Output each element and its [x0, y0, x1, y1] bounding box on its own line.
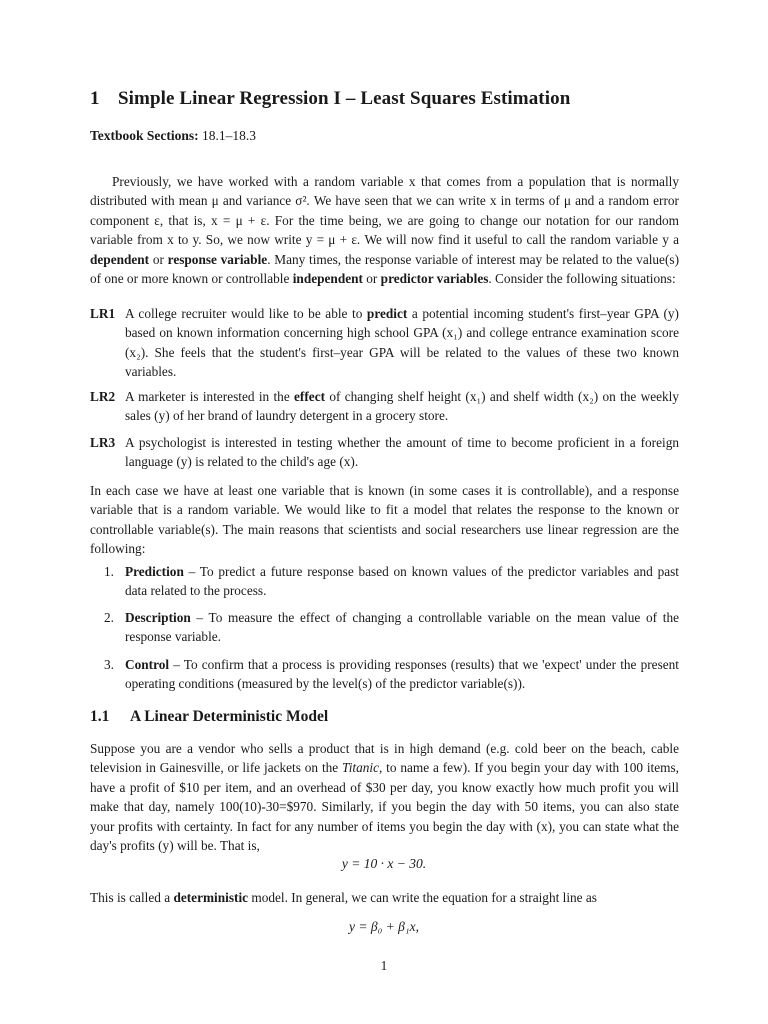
- intro-text-4: or: [362, 271, 381, 287]
- textbook-value: 18.1–18.3: [202, 128, 257, 143]
- situation-text: A college recruiter would like to be able to: [125, 306, 367, 321]
- intro-text-5: . Consider the following situations:: [488, 271, 676, 287]
- situation-label: LR2: [90, 389, 116, 404]
- reason-text: – To predict a future response based on known values of the predictor variables and past data related to the process.: [125, 564, 679, 599]
- section-title-text: Simple Linear Regression I – Least Squares Estimation: [118, 88, 571, 109]
- in-each-case-paragraph: In each case we have at least one variable that is known (in some cases it is controllable), and a response variable that is a random variable. We would like to fit a model that relates the response to the known or controllable variable(s). The main reasons that scientists and social researchers use linear regression are the following:: [90, 483, 679, 557]
- reason-item-prediction: [104, 562, 679, 601]
- textbook-sections: [90, 128, 256, 144]
- intro-paragraph: [90, 172, 679, 288]
- subsection-title: [90, 708, 328, 726]
- subsection-title-text: A Linear Deterministic Model: [130, 708, 329, 725]
- textbook-label: Textbook Sections:: [90, 128, 199, 143]
- vendor-paragraph: [90, 739, 679, 855]
- deterministic-text-2: model. In general, we can write the equation for a straight line as: [248, 890, 597, 905]
- situation-lr3: [90, 433, 679, 472]
- intro-text-3: . Many times, the response variable of interest may be related to the value(s) of one or more known or controllable: [90, 251, 679, 287]
- reason-keyword: Control: [125, 657, 170, 672]
- reason-number: 3.: [104, 657, 114, 672]
- section-number: 1: [90, 88, 100, 109]
- situation-label: LR3: [90, 435, 116, 450]
- reason-text: – To confirm that a process is providing responses (results) that we 'expect' under the present operating conditions (measured by the level(s) of the predictor variable(s)).: [125, 657, 679, 692]
- intro-text-2: or: [149, 251, 168, 267]
- situation-lr2: [90, 387, 679, 426]
- reason-number: 1.: [104, 564, 114, 579]
- keyword-independent: independent: [292, 271, 363, 287]
- equation-straight-line: y = β₀ + β₁x,: [349, 919, 419, 934]
- intro-text-1: Previously, we have worked with a random variable x that comes from a population that is normally distributed with mean μ and variance σ². We have seen that we can write x in terms of μ and a random error component ε, that is, x = μ + ε. For the time being, we are going to change our notation for our random variable from x to y. So, we now write y = μ + ε. We will now find it useful to call the random variable y a: [90, 174, 679, 248]
- situation-keyword: effect: [294, 389, 326, 404]
- section-title: [90, 88, 570, 110]
- reason-item-description: [104, 608, 679, 647]
- keyword-predictor-variables: predictor variables: [380, 271, 489, 287]
- situation-lr1: [90, 304, 679, 382]
- keyword-dependent: dependent: [90, 251, 150, 267]
- keyword-deterministic: deterministic: [173, 890, 249, 905]
- situation-text: a potential incoming student's first–year GPA (y) based on known information concerning high school GPA (x₁) and college entrance examination score (x₂). She feels that the student's first–year GPA will be related to the values of these two known variables.: [125, 306, 679, 380]
- vendor-text-2: , to name a few). If you begin your day with 100 items, have a profit of $10 per item, and an overhead of $30 per day, you know exactly how much profit you will make that day, namely 100(10)-30=$970. Similarly, if you begin the day with 50 items, you can also state your profits with certainty. In fact for any number of items you begin the day with (x), you can state what the day's profits (y) will be. That is,: [90, 760, 679, 854]
- vendor-text-1: Suppose you are a vendor who sells a product that is in high demand (e.g. cold beer on the beach, cable television in Gainesville, or life jackets on the: [90, 741, 679, 776]
- reason-number: 2.: [104, 610, 114, 625]
- situation-keyword: predict: [366, 306, 408, 321]
- deterministic-paragraph: [90, 888, 679, 907]
- subsection-number: 1.1: [90, 708, 110, 725]
- reason-text: – To measure the effect of changing a controllable variable on the mean value of the response variable.: [125, 610, 679, 645]
- keyword-response-variable: response variable: [167, 251, 268, 267]
- titanic-italic: Titanic: [342, 760, 379, 776]
- reason-keyword: Prediction: [125, 564, 184, 579]
- equation-profit: y = 10 · x − 30.: [341, 856, 427, 871]
- situation-text: of changing shelf height (x₁) and shelf width (x₂) on the weekly sales (y) of her brand of laundry detergent in a grocery store.: [125, 389, 679, 424]
- deterministic-text-1: This is called a: [90, 890, 174, 905]
- reason-item-control: [104, 655, 679, 694]
- page-number: 1: [380, 958, 388, 973]
- situation-label: LR1: [90, 306, 116, 321]
- situation-text: A psychologist is interested in testing whether the amount of time to become proficient in a foreign language (y) is related to the child's age (x).: [125, 435, 679, 470]
- reason-keyword: Description: [125, 610, 191, 625]
- situation-text: A marketer is interested in the: [125, 389, 295, 404]
